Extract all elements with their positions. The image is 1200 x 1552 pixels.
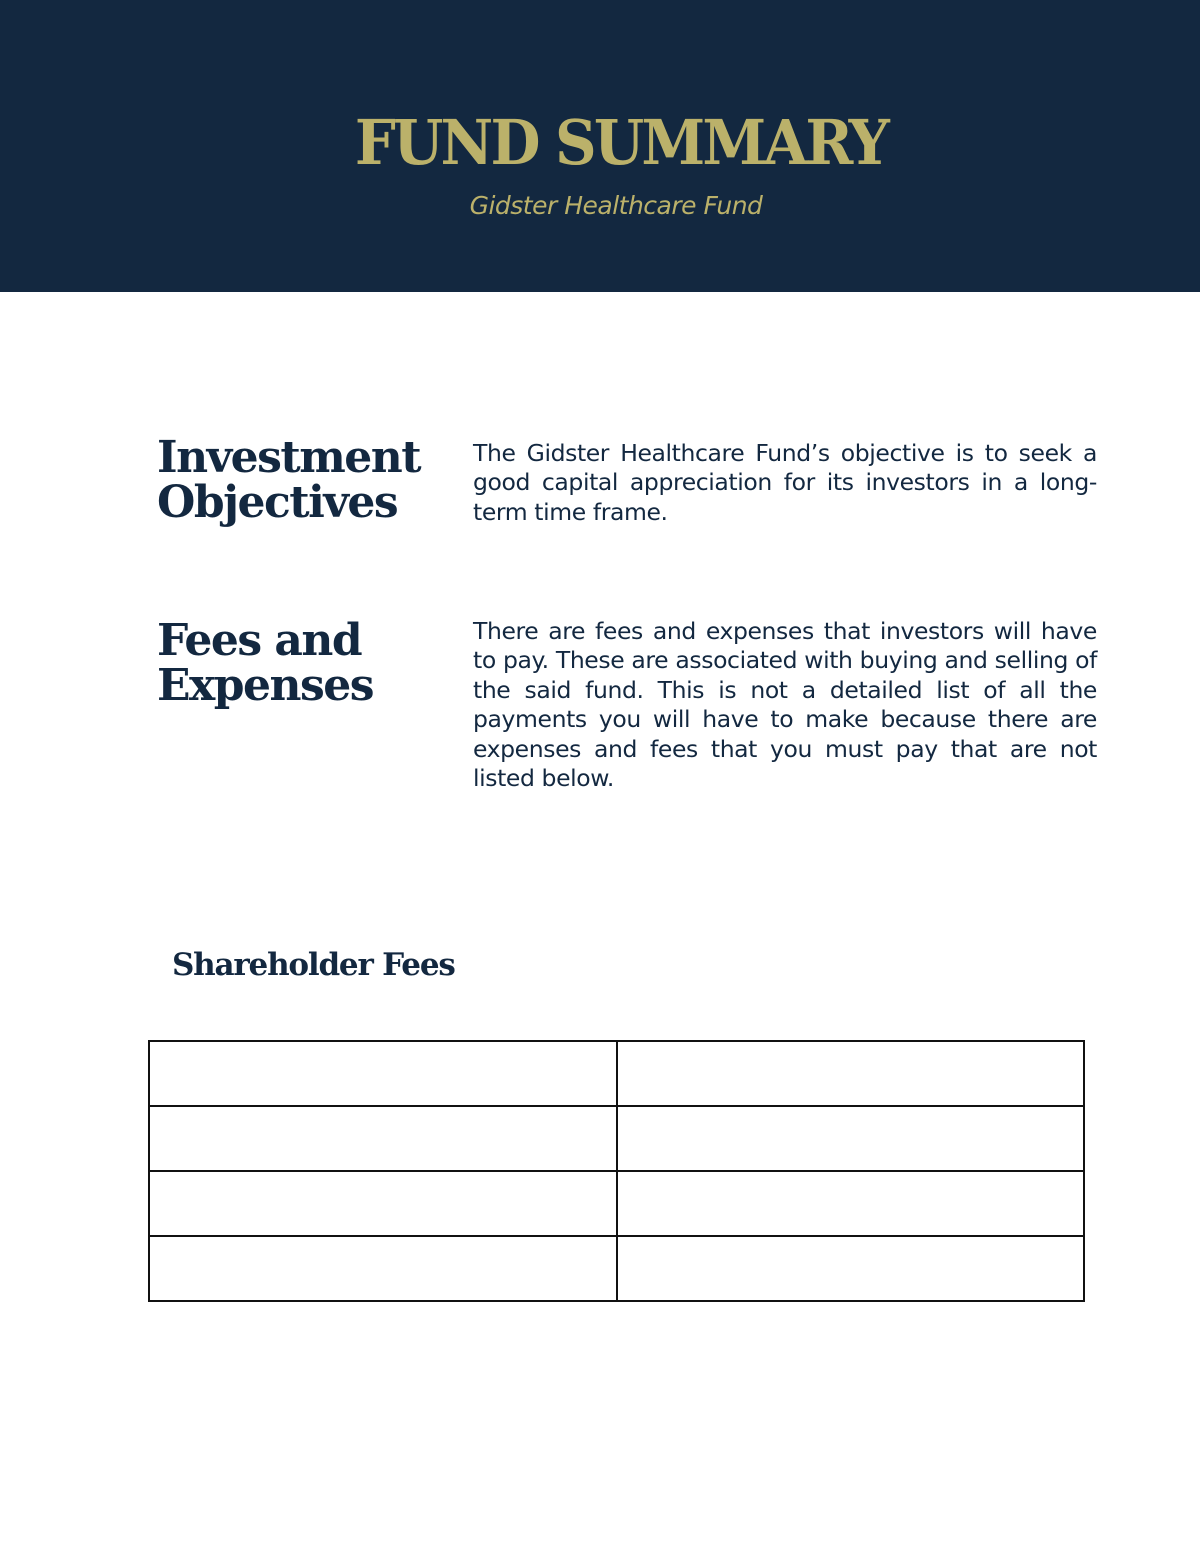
table-row bbox=[149, 1041, 1084, 1106]
fees-and-expenses-heading: Fees and Expenses bbox=[157, 615, 374, 711]
header-banner bbox=[0, 0, 1200, 292]
investment-objectives-heading: Investment Objectives bbox=[157, 432, 421, 528]
table-cell bbox=[149, 1041, 617, 1106]
table-cell bbox=[149, 1236, 617, 1301]
table-row bbox=[149, 1171, 1084, 1236]
table-cell bbox=[149, 1106, 617, 1171]
table-cell bbox=[617, 1106, 1085, 1171]
page-title: FUND SUMMARY bbox=[354, 106, 888, 179]
fees-and-expenses-text: There are fees and expenses that investors will have to pay. These are associated with buying and selling of the said fund. This is not a detailed list of all the payments you will have to make because there are expenses and fees that you must pay that are not listed below. bbox=[473, 617, 1097, 793]
table-cell bbox=[617, 1236, 1085, 1301]
shareholder-fees-table bbox=[148, 1040, 1085, 1302]
table-cell bbox=[149, 1171, 617, 1236]
table-row bbox=[149, 1236, 1084, 1301]
table-cell bbox=[617, 1041, 1085, 1106]
fund-name-subtitle: Gidster Healthcare Fund bbox=[469, 191, 763, 220]
shareholder-fees-title: Shareholder Fees bbox=[172, 947, 455, 983]
table-cell bbox=[617, 1171, 1085, 1236]
investment-objectives-text: The Gidster Healthcare Fund’s objective is to seek a good capital appreciation for its investors in a long-term time frame. bbox=[473, 439, 1097, 526]
table-row bbox=[149, 1106, 1084, 1171]
